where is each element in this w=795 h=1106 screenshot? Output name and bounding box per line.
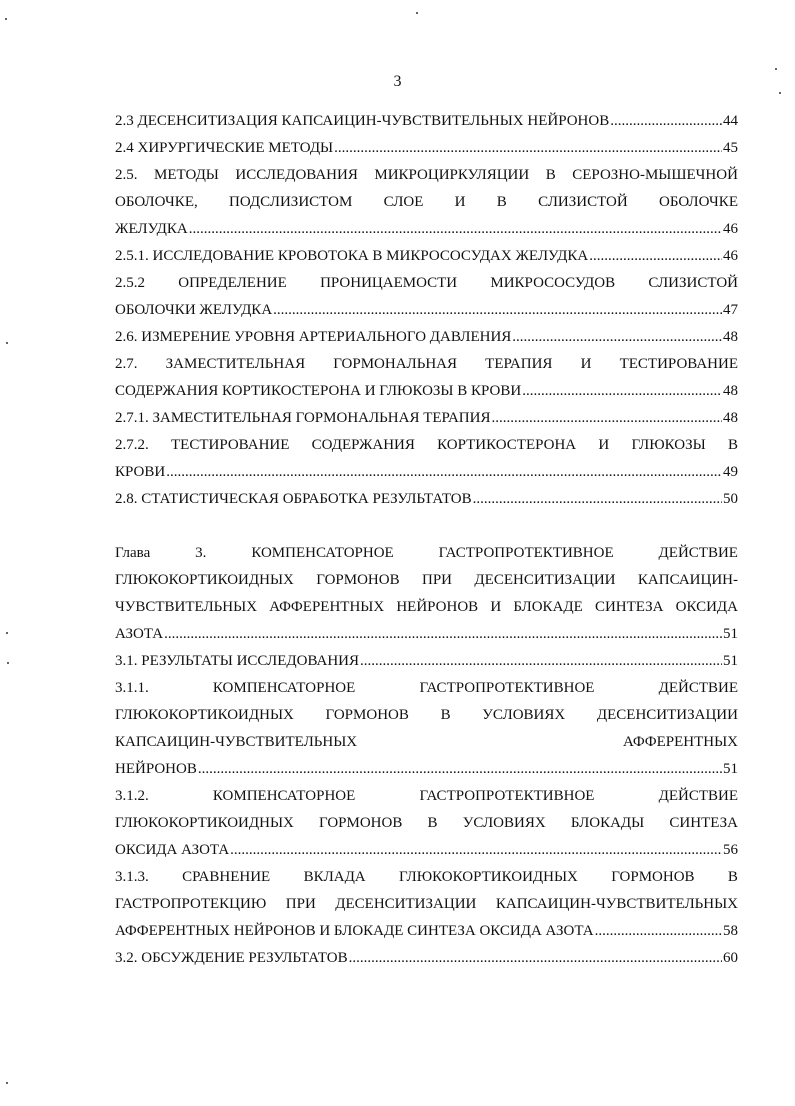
- toc-page-number: 60: [723, 950, 738, 966]
- toc-entry-title: ОКСИДА АЗОТА: [115, 842, 230, 858]
- toc-leader-dots: [360, 648, 722, 675]
- toc-entry-line: [115, 594, 738, 621]
- toc-page-number: 47: [723, 302, 738, 318]
- toc-entry[interactable]: [115, 405, 738, 432]
- toc-entry[interactable]: [115, 243, 738, 270]
- toc-word: НЕЙРОНОВ: [396, 599, 479, 615]
- toc-entry-line: [115, 270, 738, 297]
- toc-word: ДЕСЕНСИТИЗАЦИИ: [474, 572, 616, 588]
- toc-entry-last-line: [115, 837, 738, 864]
- toc-entry[interactable]: [115, 270, 738, 324]
- toc-word: ГАСТРОПРОТЕКТИВНОЕ: [419, 680, 595, 696]
- toc-word: ГЛЮКОКОРТИКОИДНЫХ: [115, 707, 294, 723]
- toc-leader-dots: [595, 918, 722, 945]
- toc-entry-title: НЕЙРОНОВ: [115, 761, 197, 777]
- toc-entry[interactable]: [115, 648, 738, 675]
- toc-page-number: 51: [723, 653, 738, 669]
- toc-word: СЛИЗИСТОЙ: [538, 194, 628, 210]
- scan-speck: [5, 18, 7, 20]
- toc-leader-dots: [589, 243, 722, 270]
- toc-entry-line: [115, 351, 738, 378]
- toc-leader-dots: [473, 486, 722, 513]
- toc-word: ГОРМОНОВ: [611, 869, 695, 885]
- toc-entry-line: [115, 864, 738, 891]
- toc-word: УСЛОВИЯХ: [482, 707, 566, 723]
- toc-entry-title: ЖЕЛУДКА: [115, 221, 188, 237]
- toc-entry-last-line: [115, 297, 738, 324]
- toc-leader-dots: [512, 324, 722, 351]
- scan-speck: [6, 342, 8, 344]
- toc-entry-title: АЗОТА: [115, 626, 164, 642]
- toc-page-number: 48: [723, 329, 738, 345]
- toc-word: СЛИЗИСТОЙ: [648, 275, 738, 291]
- scan-speck: [416, 12, 418, 14]
- toc-page-number: 56: [723, 842, 738, 858]
- scan-speck: [6, 1082, 8, 1084]
- toc-word: КАПСАИЦИН-: [637, 572, 738, 588]
- toc-page-number: 50: [723, 491, 738, 507]
- toc-leader-dots: [610, 108, 722, 135]
- toc-word: В: [496, 194, 507, 210]
- toc-word: ЧУВСТВИТЕЛЬНЫХ: [115, 599, 258, 615]
- toc-entry-title: 2.8. СТАТИСТИЧЕСКАЯ ОБРАБОТКА РЕЗУЛЬТАТОВ: [115, 491, 472, 507]
- toc-entry-last-line: [115, 945, 738, 972]
- toc-word: МИКРОЦИРКУЛЯЦИИ: [374, 167, 530, 183]
- toc-page-number: 49: [723, 464, 738, 480]
- toc-word: КАПСАИЦИН-ЧУВСТВИТЕЛЬНЫХ: [495, 896, 738, 912]
- toc-word: СЕРОЗНО-МЫШЕЧНОЙ: [572, 167, 738, 183]
- toc-leader-dots: [349, 945, 722, 972]
- toc-word: В: [727, 437, 738, 453]
- scan-speck: [775, 68, 777, 70]
- toc-page-number: 51: [723, 761, 738, 777]
- toc-word: ГОРМОНОВ: [316, 572, 400, 588]
- toc-entry-line: [115, 432, 738, 459]
- toc-page-number: 48: [723, 383, 738, 399]
- toc-entry-title: АФФЕРЕНТНЫХ НЕЙРОНОВ И БЛОКАДЕ СИНТЕЗА ОКСИДА АЗОТА: [115, 923, 594, 939]
- toc-word: ГОРМОНАЛЬНАЯ: [333, 356, 458, 372]
- toc-leader-dots: [198, 756, 722, 783]
- toc-word: ГАСТРОПРОТЕКТИВНОЕ: [419, 788, 595, 804]
- toc-word: КАПСАИЦИН-ЧУВСТВИТЕЛЬНЫХ: [115, 734, 358, 750]
- toc-entry[interactable]: [115, 864, 738, 945]
- toc-entry-last-line: [115, 216, 738, 243]
- toc-word: УСЛОВИЯХ: [462, 815, 546, 831]
- toc-word: ГАСТРОПРОТЕКЦИЮ: [115, 896, 267, 912]
- toc-word: АФФЕРЕНТНЫХ: [623, 734, 738, 750]
- page-number: 3: [393, 73, 402, 90]
- toc-entry[interactable]: [115, 783, 738, 864]
- toc-entry-line: [115, 189, 738, 216]
- toc-entry-title: 2.5.1. ИССЛЕДОВАНИЕ КРОВОТОКА В МИКРОСОСУДАХ ЖЕЛУДКА: [115, 248, 589, 264]
- toc-word: ПРИ: [422, 572, 453, 588]
- toc-entry-line: [115, 540, 738, 567]
- toc-word: В: [440, 707, 451, 723]
- toc-word: И: [580, 356, 592, 372]
- toc-word: В: [727, 869, 738, 885]
- toc-word: ТЕСТИРОВАНИЕ: [171, 437, 290, 453]
- toc-entry-last-line: [115, 621, 738, 648]
- toc-leader-dots: [230, 837, 722, 864]
- toc-entry-last-line: [115, 459, 738, 486]
- toc-word: СЛОЕ: [383, 194, 424, 210]
- toc-word: СРАВНЕНИЕ: [182, 869, 271, 885]
- toc-leader-dots: [189, 216, 722, 243]
- toc-word: ОБОЛОЧКЕ,: [115, 194, 198, 210]
- section-gap: [115, 513, 738, 540]
- toc-word: КОМПЕНСАТОРНОЕ: [212, 680, 356, 696]
- toc-entry[interactable]: [115, 108, 738, 135]
- toc-word: ГАСТРОПРОТЕКТИВНОЕ: [438, 545, 614, 561]
- toc-word: ДЕСЕНСИТИЗАЦИИ: [596, 707, 738, 723]
- toc-word: 3.: [195, 545, 207, 561]
- toc-word: ПРИ: [285, 896, 316, 912]
- toc-entry-title: 3.2. ОБСУЖДЕНИЕ РЕЗУЛЬТАТОВ: [115, 950, 348, 966]
- toc-word: ДЕСЕНСИТИЗАЦИИ: [335, 896, 477, 912]
- toc-word: ИССЛЕДОВАНИЯ: [235, 167, 358, 183]
- scan-speck: [7, 662, 9, 664]
- toc-word: СИНТЕЗА: [669, 815, 738, 831]
- toc-word: БЛОКАДЕ: [513, 599, 583, 615]
- toc-word: ГОРМОНОВ: [325, 707, 409, 723]
- toc-page-number: 48: [723, 410, 738, 426]
- toc-word: 3.1.2.: [115, 788, 149, 804]
- toc-entry[interactable]: [115, 675, 738, 783]
- table-of-contents: [115, 108, 738, 972]
- toc-entry-title: 2.6. ИЗМЕРЕНИЕ УРОВНЯ АРТЕРИАЛЬНОГО ДАВЛЕНИЯ: [115, 329, 512, 345]
- toc-word: ГЛЮКОКОРТИКОИДНЫХ: [115, 572, 294, 588]
- toc-word: 2.7.: [115, 356, 138, 372]
- toc-word: И: [598, 437, 610, 453]
- toc-word: ДЕЙСТВИЕ: [658, 545, 738, 561]
- toc-entry-last-line: [115, 378, 738, 405]
- toc-entry-line: [115, 702, 738, 729]
- toc-entry[interactable]: [115, 540, 738, 648]
- toc-leader-dots: [334, 135, 722, 162]
- toc-word: ВКЛАДА: [303, 869, 366, 885]
- toc-page-number: 45: [723, 140, 738, 156]
- toc-word: В: [427, 815, 438, 831]
- toc-entry-title: 2.4 ХИРУРГИЧЕСКИЕ МЕТОДЫ: [115, 140, 334, 156]
- toc-word: БЛОКАДЫ: [570, 815, 645, 831]
- toc-word: ГЛЮКОКОРТИКОИДНЫХ: [399, 869, 578, 885]
- toc-page-number: 46: [723, 248, 738, 264]
- toc-leader-dots: [273, 297, 722, 324]
- toc-word: 2.5.2: [115, 275, 145, 291]
- toc-entry-title: 2.7.1. ЗАМЕСТИТЕЛЬНАЯ ГОРМОНАЛЬНАЯ ТЕРАПИЯ: [115, 410, 491, 426]
- toc-word: КОМПЕНСАТОРНОЕ: [251, 545, 394, 561]
- toc-page-number: 58: [723, 923, 738, 939]
- toc-word: 2.7.2.: [115, 437, 149, 453]
- toc-word: В: [545, 167, 556, 183]
- toc-leader-dots: [491, 405, 722, 432]
- toc-word: ПРОНИЦАЕМОСТИ: [320, 275, 458, 291]
- toc-entry-last-line: [115, 243, 738, 270]
- scan-speck: [6, 632, 8, 634]
- toc-entry[interactable]: [115, 324, 738, 351]
- toc-word: ОБОЛОЧКЕ: [659, 194, 738, 210]
- toc-leader-dots: [522, 378, 722, 405]
- toc-word: 3.1.1.: [115, 680, 149, 696]
- toc-entry-last-line: [115, 135, 738, 162]
- toc-entry-line: [115, 162, 738, 189]
- toc-entry-line: [115, 567, 738, 594]
- toc-entry[interactable]: [115, 945, 738, 972]
- toc-entry-last-line: [115, 918, 738, 945]
- toc-entry-line: [115, 675, 738, 702]
- toc-word: МЕТОДЫ: [154, 167, 219, 183]
- toc-word: И: [490, 599, 502, 615]
- toc-page-number: 51: [723, 626, 738, 642]
- toc-entry[interactable]: [115, 351, 738, 405]
- toc-entry[interactable]: [115, 162, 738, 243]
- toc-entry-last-line: [115, 756, 738, 783]
- toc-entry[interactable]: [115, 486, 738, 513]
- toc-word: ДЕЙСТВИЕ: [658, 680, 738, 696]
- toc-word: ДЕЙСТВИЕ: [658, 788, 738, 804]
- toc-entry-line: [115, 783, 738, 810]
- toc-word: ПОДСЛИЗИСТОМ: [229, 194, 353, 210]
- toc-word: КОМПЕНСАТОРНОЕ: [212, 788, 356, 804]
- toc-word: ТЕРАПИЯ: [485, 356, 553, 372]
- toc-word: ОКСИДА: [675, 599, 738, 615]
- toc-entry-line: [115, 810, 738, 837]
- toc-word: 2.5.: [115, 167, 138, 183]
- toc-entry-title: КРОВИ: [115, 464, 166, 480]
- toc-word: МИКРОСОСУДОВ: [490, 275, 616, 291]
- toc-entry-line: [115, 729, 738, 756]
- toc-word: СОДЕРЖАНИЯ: [311, 437, 415, 453]
- toc-word: АФФЕРЕНТНЫХ: [269, 599, 385, 615]
- toc-entry-last-line: [115, 108, 738, 135]
- toc-word: КОРТИКОСТЕРОНА: [437, 437, 577, 453]
- toc-word: ОПРЕДЕЛЕНИЕ: [178, 275, 287, 291]
- toc-leader-dots: [164, 621, 722, 648]
- toc-leader-dots: [166, 459, 722, 486]
- toc-entry-last-line: [115, 324, 738, 351]
- toc-page-number: 44: [723, 113, 738, 129]
- toc-entry-title: ОБОЛОЧКИ ЖЕЛУДКА: [115, 302, 273, 318]
- toc-entry[interactable]: [115, 135, 738, 162]
- toc-word: ГОРМОНОВ: [319, 815, 403, 831]
- toc-word: ГЛЮКОЗЫ: [631, 437, 706, 453]
- toc-word: ГЛЮКОКОРТИКОИДНЫХ: [115, 815, 294, 831]
- toc-entry-title: 2.3 ДЕСЕНСИТИЗАЦИЯ КАПСАИЦИН-ЧУВСТВИТЕЛЬНЫХ НЕЙРОНОВ: [115, 113, 610, 129]
- toc-entry-title: СОДЕРЖАНИЯ КОРТИКОСТЕРОНА И ГЛЮКОЗЫ В КРОВИ: [115, 383, 522, 399]
- toc-entry[interactable]: [115, 432, 738, 486]
- scan-speck: [779, 92, 781, 94]
- toc-word: И: [454, 194, 466, 210]
- toc-entry-title: 3.1. РЕЗУЛЬТАТЫ ИССЛЕДОВАНИЯ: [115, 653, 360, 669]
- toc-entry-last-line: [115, 486, 738, 513]
- toc-word: ТЕСТИРОВАНИЕ: [619, 356, 738, 372]
- toc-entry-line: [115, 891, 738, 918]
- toc-page-number: 46: [723, 221, 738, 237]
- toc-word: СИНТЕЗА: [594, 599, 664, 615]
- toc-entry-last-line: [115, 405, 738, 432]
- toc-word: 3.1.3.: [115, 869, 149, 885]
- toc-entry-last-line: [115, 648, 738, 675]
- toc-word: Глава: [115, 545, 151, 561]
- toc-word: ЗАМЕСТИТЕЛЬНАЯ: [165, 356, 306, 372]
